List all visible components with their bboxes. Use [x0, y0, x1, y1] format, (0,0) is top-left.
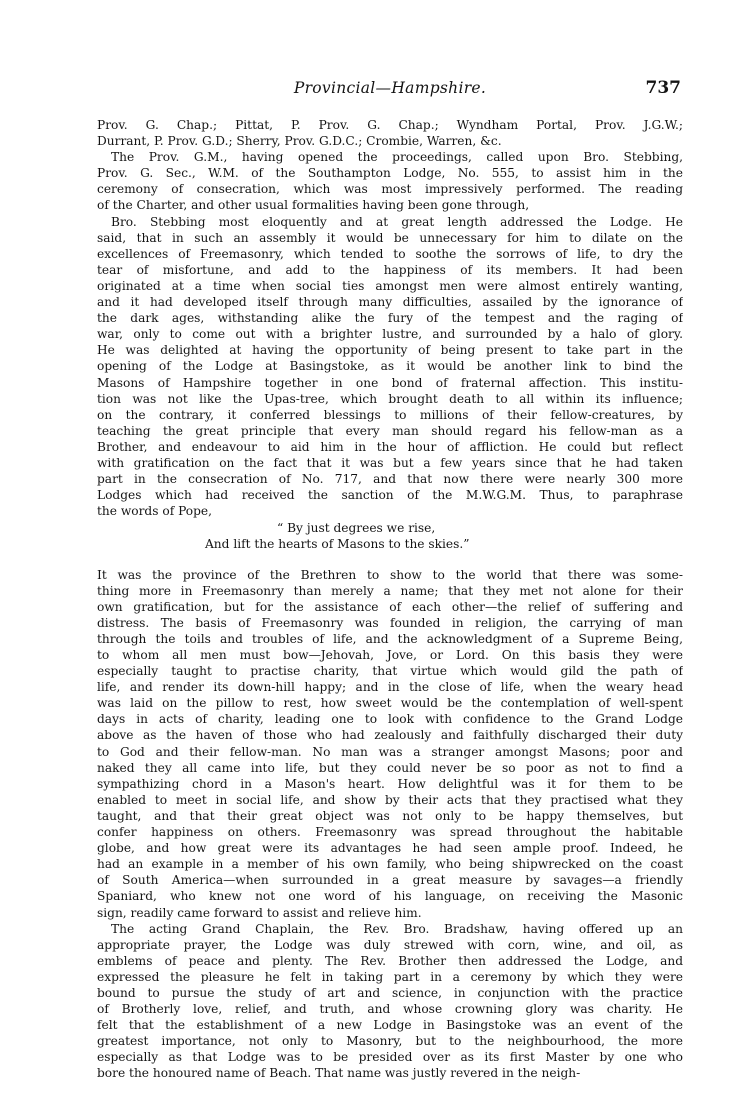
text-line: Brother, and endeavour to aid him in the hour of affliction. He could but reflect [97, 439, 683, 454]
text-line: He was delighted at having the opportunity of being present to take part in the [97, 343, 683, 358]
text-line: excellences of Freemasonry, which tended to soothe the sorrows of life, to dry the [97, 246, 683, 261]
article-body [97, 117, 683, 1082]
text-line: tear of misfortune, and add to the happiness of its members. It had been [97, 262, 683, 277]
text-line: on the contrary, it conferred blessings to millions of their fellow-creatures, by [97, 407, 683, 422]
text-line: the words of Pope, [97, 504, 213, 519]
text-line: of the Charter, and other usual formalities having been gone through, [97, 198, 530, 213]
text-line: The acting Grand Chaplain, the Rev. Bro. Bradshaw, having offered up an [111, 921, 683, 936]
text-line: taught, and that their great object was not only to be happy themselves, but [97, 808, 683, 823]
text-line: The Prov. G.M., having opened the proceedings, called upon Bro. Stebbing, [111, 150, 683, 165]
text-line: ceremony of consecration, which was most impressively performed. The reading [97, 182, 683, 197]
text-line: Prov. G. Chap.; Pittat, P. Prov. G. Chap.; Wyndham Portal, Prov. J.G.W.; [97, 118, 683, 132]
text-line: Lodges which had received the sanction of the M.W.G.M. Thus, to paraphrase [97, 488, 683, 503]
text-line: thing more in Freemasonry than merely a name; that they met not alone for their [97, 583, 683, 598]
page-number: 737 [645, 78, 681, 98]
text-line: tion was not like the Upas-tree, which brought death to all within its influence; [97, 391, 683, 406]
paragraph [97, 117, 683, 149]
text-line: life, and render its down-hill happy; and in the close of life, when the weary head [97, 680, 683, 695]
text-line: of Brotherly love, relief, and truth, and whose crowning glory was charity. He [97, 1002, 683, 1017]
text-line: felt that the establishment of a new Lodge in Basingstoke was an event of the [97, 1018, 683, 1033]
text-line: to God and their fellow-man. No man was a stranger amongst Masons; poor and [97, 744, 683, 759]
text-line: especially as that Lodge was to be presided over as its first Master by one who [97, 1050, 683, 1065]
text-line: and it had developed itself through many difficulties, assailed by the ignorance of [97, 295, 683, 310]
text-line: with gratification on the fact that it was but a few years since that he had taken [97, 455, 683, 470]
text-line: bound to pursue the study of art and science, in conjunction with the practice [97, 985, 683, 1000]
text-line: Bro. Stebbing most eloquently and at great length addressed the Lodge. He [111, 214, 683, 229]
text-line: emblems of peace and plenty. The Rev. Brother then addressed the Lodge, and [97, 953, 683, 968]
paragraph [97, 921, 683, 1082]
text-line: It was the province of the Brethren to show to the world that there was some- [97, 567, 683, 582]
text-line: especially taught to practise charity, that virtue which would gild the path of [97, 664, 683, 679]
page-header [97, 79, 683, 103]
text-line: to whom all men must bow—Jehovah, Jove, or Lord. On this basis they were [97, 648, 683, 662]
text-line: was laid on the pillow to rest, how sweet would be the contemplation of well-spent [97, 696, 683, 711]
paragraph [97, 214, 683, 520]
text-line: Prov. G. Sec., W.M. of the Southampton Lodge, No. 555, to assist him in the [97, 166, 683, 181]
text-line: sign, readily came forward to assist and relieve him. [97, 905, 422, 920]
text-line: distress. The basis of Freemasonry was founded in religion, the carrying of man [97, 615, 683, 630]
text-line: bore the honoured name of Beach. That name was justly revered in the neigh- [97, 1066, 581, 1081]
text-line: opening of the Lodge at Basingstoke, as it would be another link to bind the [97, 359, 683, 374]
text-line: Masons of Hampshire together in one bond of fraternal affection. This institu- [97, 375, 683, 390]
text-line: said, that in such an assembly it would be unnecessary for him to dilate on the [97, 230, 683, 245]
text-line: the dark ages, withstanding alike the fury of the tempest and the raging of [97, 311, 683, 326]
text-line: above as the haven of those who had zealously and faithfully discharged their duty [97, 728, 683, 743]
verse-line-2: And lift the hearts of Masons to the skies.” [205, 537, 470, 552]
text-line: had an example in a member of his own family, who being shipwrecked on the coast [97, 857, 683, 872]
text-line: Durrant, P. Prov. G.D.; Sherry, Prov. G.D.C.; Crombie, Warren, &c. [97, 134, 502, 149]
text-line: originated at a time when social ties amongst men were almost entirely wanting, [97, 278, 683, 293]
text-line: through the toils and troubles of life, and the acknowledgment of a Supreme Being, [97, 631, 683, 646]
text-line: globe, and how great were its advantages he had seen ample proof. Indeed, he [97, 841, 683, 856]
verse-line-1: “ By just degrees we rise, [277, 521, 436, 536]
text-line: Spaniard, who knew not one word of his language, on receiving the Masonic [97, 889, 683, 904]
verse-quote [97, 520, 683, 552]
text-line: part in the consecration of No. 717, and that now there were nearly 300 more [97, 472, 683, 487]
text-line: of South America—when surrounded in a great measure by savages—a friendly [97, 873, 683, 888]
text-line: confer happiness on others. Freemasonry was spread throughout the habitable [97, 825, 683, 840]
paragraph-group-1 [97, 117, 683, 519]
text-line: greatest importance, not only to Masonry, but to the neighbourhood, the more [97, 1034, 683, 1049]
text-line: sympathizing chord in a Mason's heart. How delightful was it for them to be [97, 776, 683, 791]
paragraph [97, 567, 683, 921]
paragraph [97, 149, 683, 213]
text-line: days in acts of charity, leading one to look with confidence to the Grand Lodge [97, 712, 683, 727]
text-line: teaching the great principle that every man should regard his fellow-man as a [97, 423, 683, 438]
text-line: enabled to meet in social life, and show by their acts that they practised what they [97, 792, 683, 807]
text-line: naked they all came into life, but they could never be so poor as not to find a [97, 760, 683, 775]
text-line: appropriate prayer, the Lodge was duly strewed with corn, wine, and oil, as [97, 937, 683, 952]
text-line: expressed the pleasure he felt in taking part in a ceremony by which they were [97, 969, 683, 984]
paragraph-group-2 [97, 567, 683, 1082]
text-line: war, only to come out with a brighter lustre, and surrounded by a halo of glory. [97, 327, 683, 342]
running-title: Provincial—Hampshire. [293, 79, 487, 97]
text-line: own gratification, but for the assistance of each other—the relief of suffering and [97, 599, 683, 614]
